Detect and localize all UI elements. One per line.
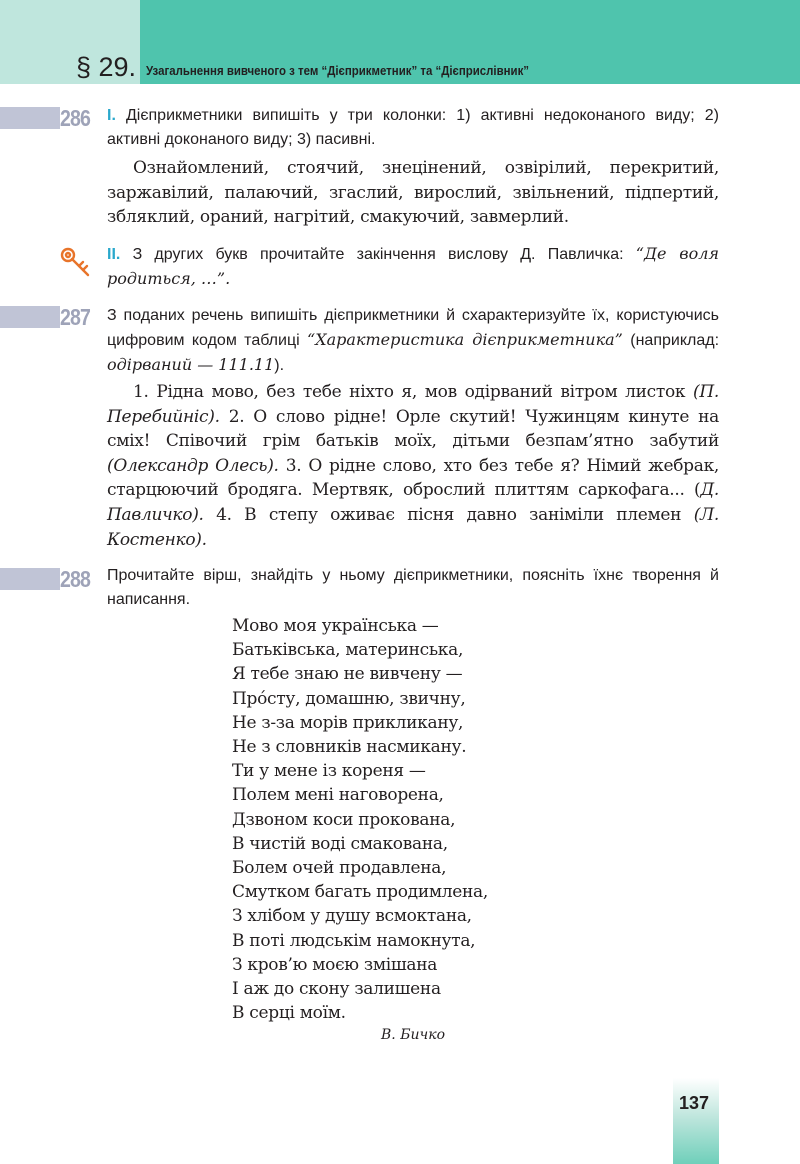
sentence-author: Д. Павличко).	[107, 480, 719, 525]
poem-line: В поті людськім намокнута,	[232, 930, 476, 951]
poem-line: Смутком багать продимлена,	[232, 882, 488, 903]
poem-line: В серці моїм.	[232, 1003, 346, 1024]
sentence-author: (П. Перебийніс).	[107, 382, 719, 427]
poem-line: Батьківська, материнська,	[232, 640, 464, 661]
poem-line: Ти у мене із кореня —	[232, 761, 426, 782]
task-text: З других букв прочитайте закінчення вислову Д. Павличка:	[132, 246, 624, 263]
poem-line: Прóсту, домашню, звичну,	[232, 688, 466, 709]
poem-line: Не з словників насмикану.	[232, 737, 467, 758]
section-number: § 29.	[76, 52, 137, 82]
task-text: (наприклад:	[630, 332, 720, 349]
quote: “Де воля родиться, …”.	[107, 244, 720, 288]
poem	[232, 614, 488, 1025]
table-name: “Характеристика дієприкметника”	[307, 330, 623, 349]
part-marker: II.	[107, 246, 121, 263]
sentence: 1. Рідна мово, без тебе ніхто я, мов одірваний вітром листок	[133, 382, 686, 402]
exercise-task	[107, 104, 719, 152]
task-text: З поданих речень випишіть дієприкметники й схарактеризуйте їх, користуючись цифровим кодом таблиці	[107, 307, 719, 349]
poem-line: З хлібом у душу всмоктана,	[232, 906, 472, 927]
section-title: Узагальнення вивченого з тем “Дієприкметник” та “Дієприслівник”	[146, 63, 530, 78]
poem-line: Мово моя українська —	[232, 616, 439, 636]
poem-line: Не з-за морів прикликану,	[232, 712, 464, 733]
sentence: 2. О слово рідне! Орле скутий! Чужинцям кинуте на сміх! Співочий грім батьків моїх, дітьми безпам’ятно забутий	[107, 406, 719, 452]
exercise-marker-bar	[0, 568, 60, 590]
poem-line: Дзвоном коси прокована,	[232, 809, 456, 830]
exercise-marker-bar	[0, 306, 60, 328]
poem-author: В. Бичко	[381, 1027, 445, 1043]
exercise-number: 288	[60, 566, 91, 592]
poem-line: Полем мені наговорена,	[232, 785, 444, 806]
page-number: 137	[679, 1093, 710, 1113]
exercise-number: 287	[60, 304, 91, 330]
part-marker: I.	[107, 107, 116, 124]
poem-line: З кров’ю моєю змішана	[232, 954, 438, 975]
exercise-task: Прочитайте вірш, знайдіть у ньому дієприкметники, поясніть їхнє творення й написання.	[107, 567, 719, 608]
poem-line: І аж до скону залишена	[232, 979, 441, 1000]
poem-line: Болем очей продавлена,	[232, 858, 447, 879]
page-number-tab	[673, 1078, 719, 1164]
example: одірваний — 111.11	[107, 355, 275, 374]
sentences	[107, 380, 719, 552]
sentence: 3. О рідне слово, хто без тебе я? Німий жебрак, старцюючий бродяга. Мертвяк, оброслий плиттям саркофага... (	[107, 455, 719, 501]
task-text: Дієприкметники випишіть у три колонки: 1) активні недоконаного виду; 2) активні доконаного виду; 3) пасивні.	[107, 107, 719, 148]
task-text: ).	[274, 357, 285, 374]
exercise-marker-bar	[0, 107, 60, 129]
key-icon	[59, 246, 93, 280]
exercise-task	[107, 304, 719, 378]
sentence-author: (Олександр Олесь).	[107, 455, 279, 476]
word-list: Ознайомлений, стоячий, знецінений, озвірілий, перекритий, заржавілий, палаючий, згаслий, вирослий, звільнений, підпертий, збляклий, ораний, нагрітий, смакуючий, завмерлий.	[107, 158, 719, 228]
sentence-author: (Л. Костенко).	[107, 504, 720, 550]
sentence: 4. В степу оживає пісня давно заніміли племен	[216, 504, 682, 525]
exercise-task-part2	[107, 242, 719, 292]
poem-line: Я тебе знаю не вивчену —	[232, 664, 463, 685]
poem-line: В чистій воді смакована,	[232, 833, 448, 854]
exercise-number: 286	[60, 105, 91, 131]
